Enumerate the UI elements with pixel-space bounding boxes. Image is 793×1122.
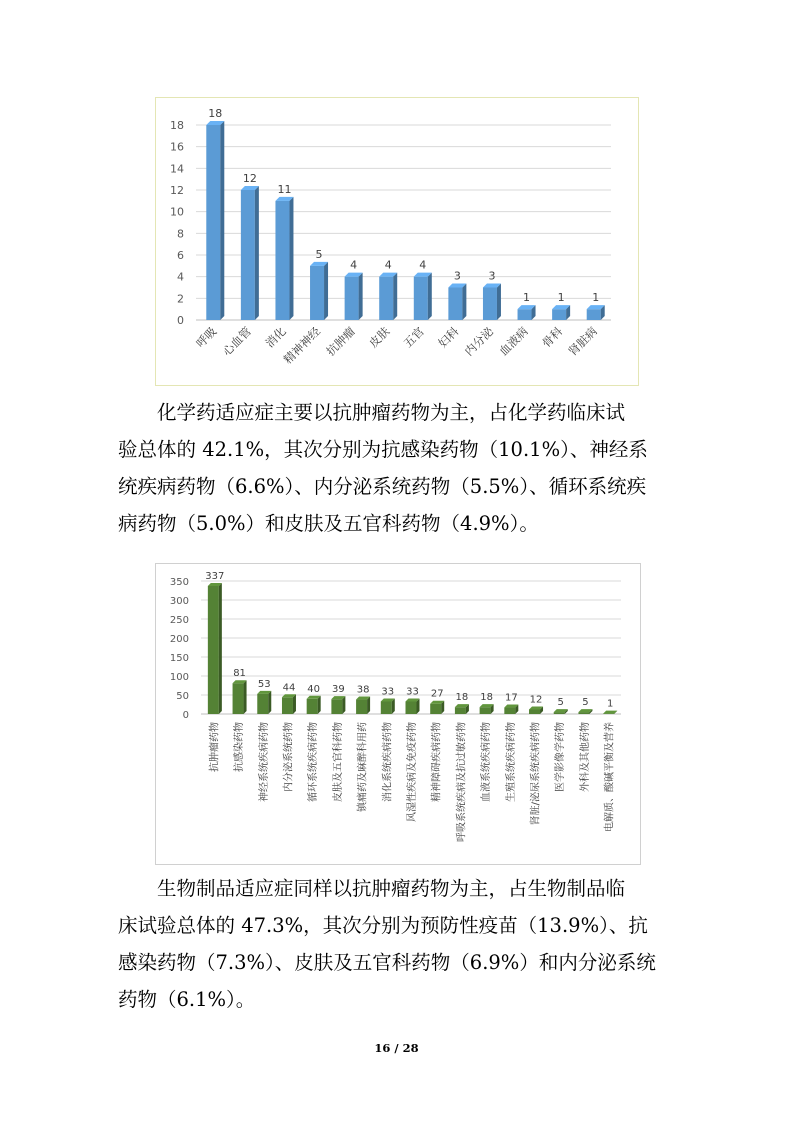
y-tick-label: 250 — [169, 615, 189, 626]
y-tick-label: 2 — [177, 292, 184, 306]
chart-1 — [155, 97, 639, 386]
category-label: 内分泌 — [461, 324, 497, 359]
bar-side — [244, 680, 247, 714]
bar-side — [220, 121, 224, 320]
y-tick-label: 50 — [176, 691, 189, 702]
category-label: 心血管 — [219, 324, 254, 359]
bar-front — [430, 704, 441, 714]
category-label: 生殖系统疾病药物 — [505, 722, 517, 802]
y-tick-label: 0 — [177, 314, 184, 327]
bar-side — [268, 691, 271, 714]
y-tick-label: 10 — [170, 205, 184, 219]
y-tick-label: 8 — [177, 227, 184, 241]
category-label: 抗肿瘤药物 — [209, 722, 221, 772]
y-tick-label: 14 — [170, 162, 184, 176]
chart-1-plot — [156, 98, 638, 385]
bar-front — [552, 309, 566, 320]
data-label: 5 — [315, 247, 323, 261]
y-tick-label: 200 — [169, 634, 189, 645]
data-label: 4 — [384, 258, 392, 272]
bar-side — [342, 696, 345, 714]
bar — [208, 583, 222, 714]
category-label: 消化 — [262, 324, 289, 351]
paragraph-line: 感染药物（7.3%）、皮肤及五官科药物（6.9%）和内分泌系统 — [118, 951, 656, 974]
category-label: 皮肤 — [366, 324, 393, 351]
paragraph-line: 化学药适应症主要以抗肿瘤药物为主，占化学药临床试 — [118, 401, 626, 424]
bar — [480, 704, 494, 714]
bar-front — [257, 694, 268, 714]
data-label: 18 — [455, 692, 469, 704]
data-label: 5 — [557, 697, 564, 709]
bar-front — [529, 709, 540, 714]
y-tick-label: 18 — [170, 119, 184, 132]
bar-side — [497, 284, 501, 321]
bar — [233, 680, 247, 714]
paragraph-chemical-drugs — [118, 394, 678, 542]
category-label: 风湿性疾病及免疫药物 — [407, 722, 418, 822]
bar-side — [318, 696, 321, 714]
data-label: 18 — [208, 107, 223, 120]
category-label: 血液系统疾病药物 — [481, 722, 493, 802]
bar-front — [554, 712, 565, 714]
paragraph-line: 药物（6.1%）。 — [118, 988, 256, 1011]
y-tick-label: 350 — [169, 577, 189, 588]
bar — [406, 698, 420, 714]
data-label: 4 — [350, 258, 358, 272]
bar — [552, 305, 570, 320]
data-label: 17 — [504, 692, 518, 704]
paragraph-line: 验总体的 42.1%，其次分别为抗感染药物（10.1%）、神经系 — [118, 438, 648, 461]
data-label: 12 — [242, 172, 257, 185]
bar-front — [331, 699, 342, 714]
bar-side — [359, 273, 363, 320]
category-label: 骨科 — [539, 324, 566, 351]
bar-front — [455, 707, 466, 714]
bar-front — [448, 288, 462, 321]
data-label: 337 — [205, 570, 225, 582]
bar-front — [504, 708, 515, 714]
bar — [455, 704, 469, 714]
bar — [430, 701, 444, 714]
y-tick-label: 0 — [182, 710, 189, 721]
category-label: 皮肤及五官科药物 — [332, 722, 344, 802]
data-label: 38 — [356, 684, 370, 696]
data-label: 12 — [529, 694, 543, 706]
data-label: 3 — [488, 269, 496, 283]
bar — [483, 284, 501, 321]
bar-front — [414, 277, 428, 320]
data-label: 53 — [257, 678, 271, 690]
category-label: 医学影像学药物 — [555, 722, 567, 792]
bar-front — [381, 701, 392, 714]
y-tick-label: 12 — [170, 184, 184, 197]
bar — [257, 691, 271, 714]
category-label: 肾脏/泌尿系统疾病药物 — [530, 722, 542, 826]
category-label: 呼吸 — [193, 324, 220, 351]
bar-front — [206, 125, 220, 320]
bar — [504, 705, 518, 714]
chart-2-plot — [156, 564, 640, 864]
bar-front — [480, 707, 491, 714]
data-label: 1 — [606, 698, 614, 710]
bar-side — [293, 694, 296, 714]
y-tick-label: 4 — [177, 270, 184, 284]
category-label: 呼吸系统疾病及抗过敏药物 — [456, 722, 468, 842]
bar-front — [282, 697, 293, 714]
data-label: 3 — [453, 269, 461, 283]
y-tick-label: 100 — [169, 672, 189, 683]
paragraph-line: 生物制品适应症同样以抗肿瘤药物为主，占生物制品临 — [118, 877, 626, 900]
bar-top — [603, 711, 617, 714]
category-label: 肾脏病 — [565, 324, 600, 359]
bar-front — [275, 201, 289, 320]
category-label: 循环系统疾病药物 — [308, 722, 320, 802]
bar — [379, 273, 397, 320]
bar-front — [310, 266, 324, 320]
bar-side — [393, 273, 397, 320]
bar — [206, 121, 224, 320]
category-label: 神经系统疾病药物 — [258, 722, 270, 802]
bar-front — [233, 683, 244, 714]
data-label: 39 — [332, 684, 345, 696]
chart-2 — [155, 563, 641, 865]
y-tick-label: 150 — [169, 653, 189, 664]
bar — [587, 305, 605, 320]
category-label: 精神障碍疾病药物 — [431, 722, 443, 802]
bar — [603, 711, 617, 714]
paragraph-line: 病药物（5.0%）和皮肤及五官科药物（4.9%）。 — [118, 512, 539, 535]
category-label: 抗感染药物 — [234, 722, 246, 772]
data-label: 1 — [592, 291, 600, 305]
bar-side — [219, 583, 222, 714]
bar-front — [241, 190, 255, 320]
category-label: 外科及其他药物 — [579, 722, 591, 792]
data-label: 40 — [307, 683, 321, 695]
bar-front — [406, 701, 417, 714]
category-label: 精神神经 — [280, 324, 324, 367]
data-label: 18 — [480, 692, 493, 704]
data-label: 11 — [277, 182, 292, 196]
y-tick-label: 300 — [169, 596, 189, 607]
bar-side — [428, 273, 432, 320]
data-label: 27 — [430, 688, 444, 700]
data-label: 1 — [557, 291, 565, 305]
bar — [310, 262, 328, 320]
bar — [578, 709, 592, 714]
category-label: 消化系统疾病药物 — [382, 722, 394, 802]
bar — [448, 284, 466, 321]
bar — [518, 305, 536, 320]
bar-front — [356, 700, 367, 714]
bar-side — [255, 186, 259, 320]
y-tick-label: 16 — [170, 140, 184, 154]
data-label: 81 — [233, 668, 246, 680]
category-label: 血液病 — [496, 324, 531, 359]
category-label: 抗肿瘤 — [323, 324, 358, 359]
category-label: 五官 — [400, 324, 427, 351]
bar-side — [289, 197, 293, 320]
bar-front — [208, 586, 219, 714]
category-label: 镇痛药及麻醉科用药 — [357, 722, 369, 812]
bar-front — [518, 309, 532, 320]
bar — [307, 696, 321, 714]
data-label: 44 — [282, 682, 296, 694]
y-tick-label: 6 — [177, 249, 184, 262]
data-label: 4 — [419, 258, 427, 272]
bar-front — [307, 699, 318, 714]
bar-side — [324, 262, 328, 320]
bar-front — [483, 288, 497, 321]
category-label: 妇科 — [435, 324, 462, 351]
bar — [345, 273, 363, 320]
bar — [554, 709, 568, 714]
bar — [282, 694, 296, 714]
paragraph-biologics — [118, 870, 678, 1018]
bar — [241, 186, 259, 320]
data-label: 33 — [406, 686, 419, 698]
data-label: 5 — [582, 697, 589, 709]
data-label: 33 — [381, 686, 395, 698]
bar-side — [462, 284, 466, 321]
page-number: 16 / 28 — [374, 1041, 419, 1055]
bar-front — [345, 277, 359, 320]
data-label: 1 — [523, 291, 531, 305]
bar — [356, 697, 370, 714]
category-label: 内分泌系统药物 — [283, 722, 295, 792]
bar — [529, 706, 543, 714]
bar — [414, 273, 432, 320]
category-label: 电解质、酸碱平衡及营养 — [604, 722, 616, 832]
paragraph-line: 床试验总体的 47.3%，其次分别为预防性疫苗（13.9%）、抗 — [118, 914, 648, 937]
bar-front — [379, 277, 393, 320]
bar — [275, 197, 293, 320]
bar — [381, 698, 395, 714]
bar — [331, 696, 345, 714]
bar-side — [367, 697, 370, 714]
bar-front — [587, 309, 601, 320]
paragraph-line: 统疾病药物（6.6%）、内分泌系统药物（5.5%）、循环系统疾 — [118, 475, 647, 498]
bar-front — [578, 712, 589, 714]
